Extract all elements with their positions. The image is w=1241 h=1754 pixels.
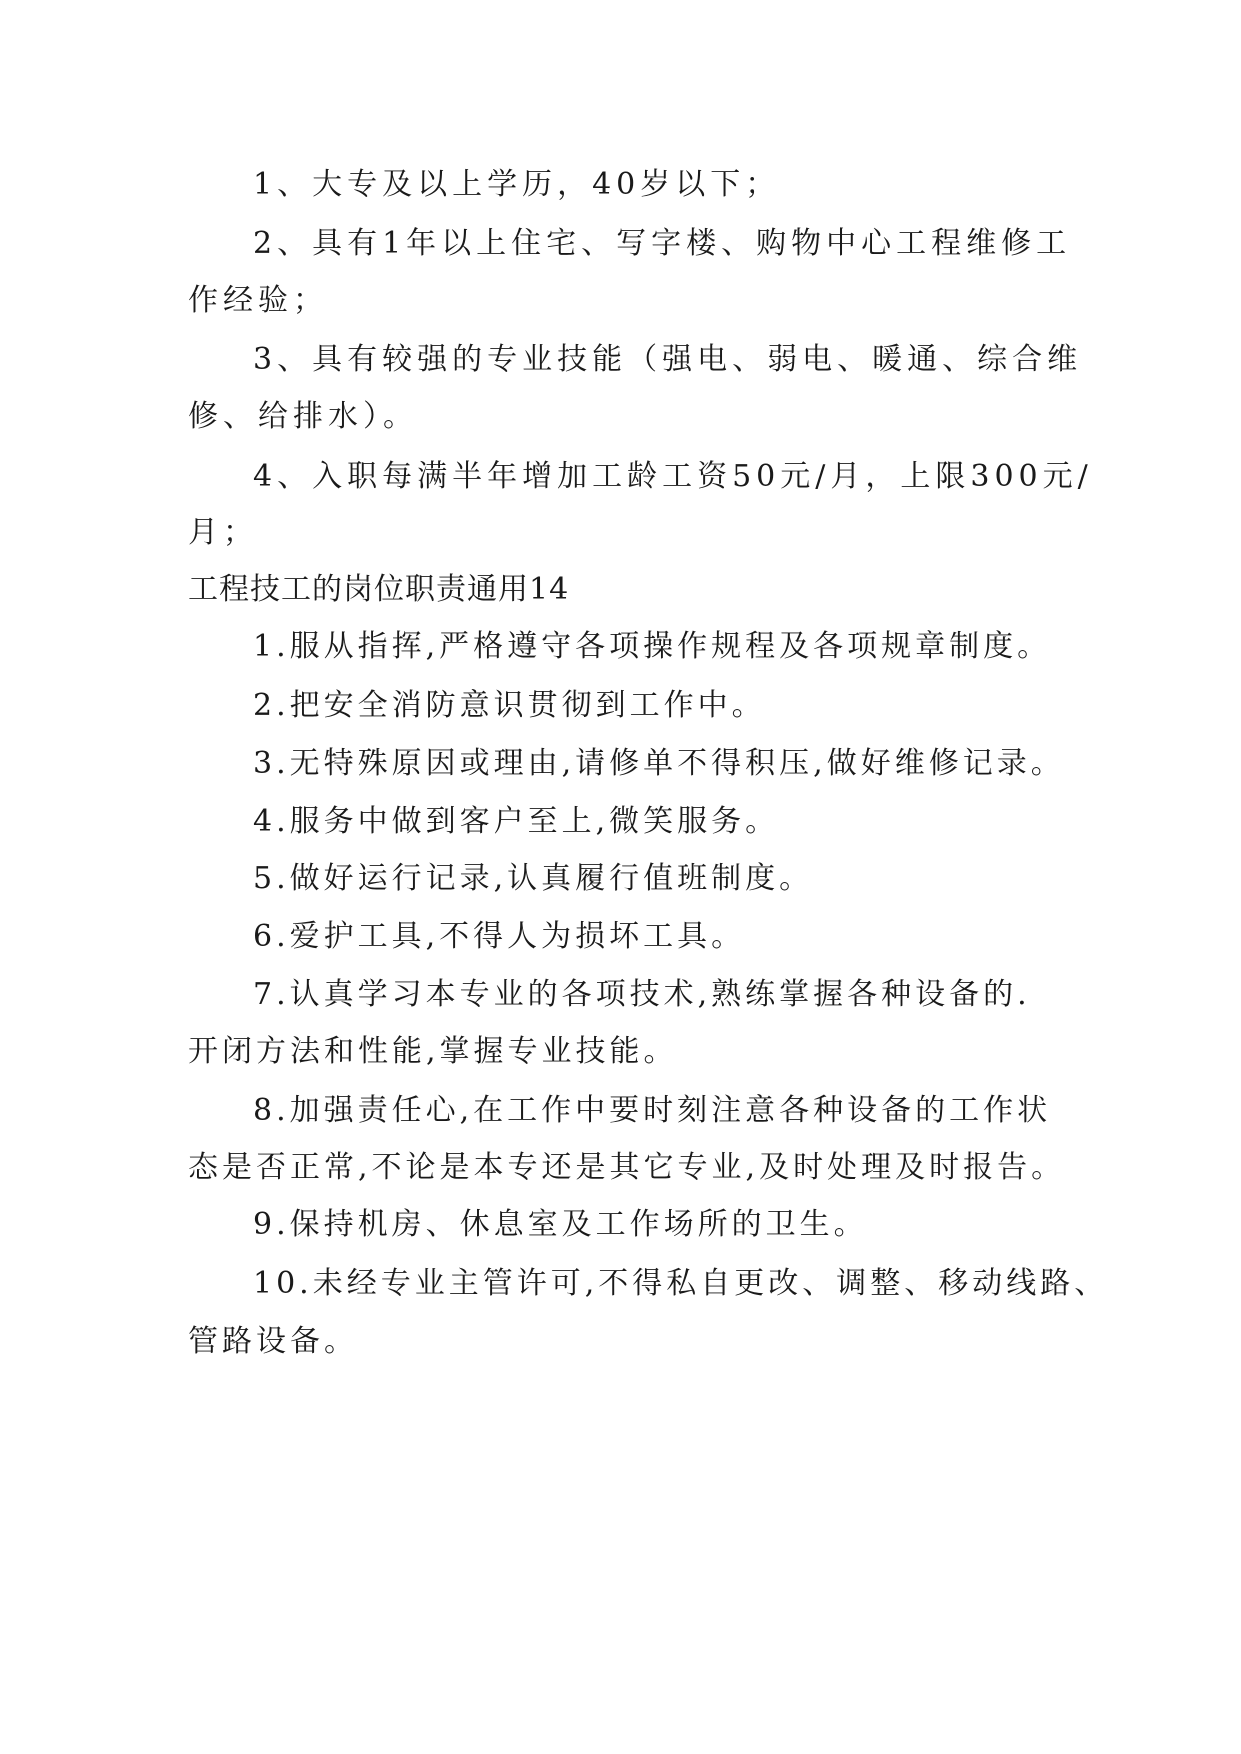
- duty-8-line-1: 8.加强责任心,在工作中要时刻注意各种设备的工作状: [253, 1093, 1052, 1128]
- requirement-2-line-2: 作经验；: [188, 283, 328, 318]
- section-title: 工程技工的岗位职责通用14: [188, 572, 570, 607]
- requirement-1-line-1: 1、大专及以上学历，40岁以下；: [253, 167, 781, 202]
- duty-10-line-2: 管路设备。: [188, 1324, 358, 1359]
- duty-9-line-1: 9.保持机房、休息室及工作场所的卫生。: [253, 1207, 868, 1242]
- requirement-4-line-1: 4、入职每满半年增加工龄工资50元/月，上限300元/: [253, 459, 1093, 494]
- duty-8-line-2: 态是否正常,不论是本专还是其它专业,及时处理及时报告。: [188, 1150, 1066, 1185]
- duty-4-line-1: 4.服务中做到客户至上,微笑服务。: [253, 804, 780, 839]
- requirement-3-line-1: 3、具有较强的专业技能（强电、弱电、暖通、综合维: [253, 342, 1083, 377]
- duty-7-line-2: 开闭方法和性能,掌握专业技能。: [188, 1034, 678, 1069]
- requirement-4-line-2: 月；: [188, 515, 258, 550]
- duty-1-line-1: 1.服从指挥,严格遵守各项操作规程及各项规章制度。: [253, 629, 1052, 664]
- requirement-3-line-2: 修、给排水）。: [188, 399, 418, 434]
- duty-7-line-1: 7.认真学习本专业的各项技术,熟练掌握各种设备的.: [253, 977, 1031, 1012]
- duty-10-line-1: 10.未经专业主管许可,不得私自更改、调整、移动线路、: [253, 1266, 1109, 1301]
- duty-5-line-1: 5.做好运行记录,认真履行值班制度。: [253, 861, 814, 896]
- requirement-2-line-1: 2、具有1年以上住宅、写字楼、购物中心工程维修工: [253, 226, 1072, 261]
- duty-3-line-1: 3.无特殊原因或理由,请修单不得积压,做好维修记录。: [253, 746, 1065, 781]
- duty-2-line-1: 2.把安全消防意识贯彻到工作中。: [253, 688, 766, 723]
- duty-6-line-1: 6.爱护工具,不得人为损坏工具。: [253, 919, 746, 954]
